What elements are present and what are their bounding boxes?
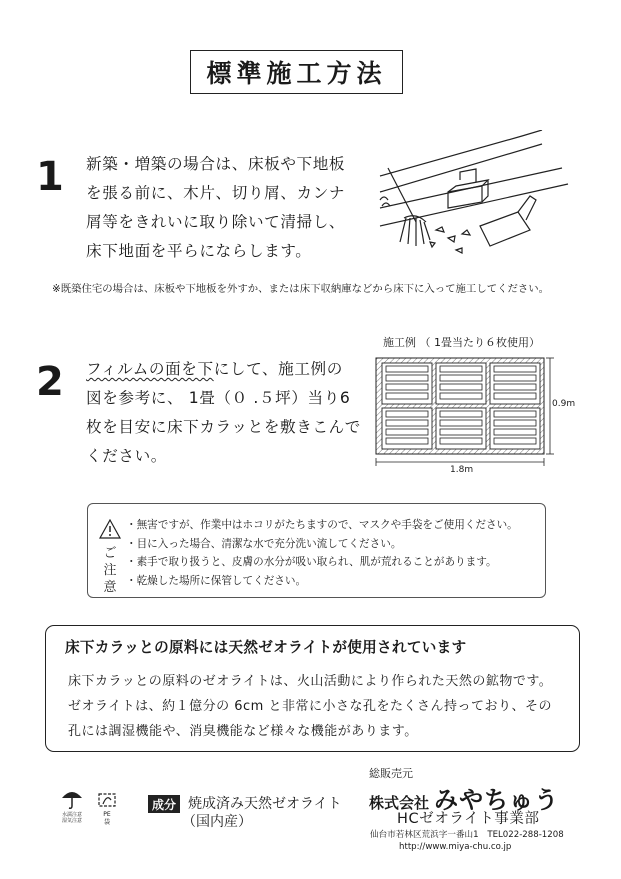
step-2-number: 2 [36, 359, 64, 405]
step-1-line: 床下地面を平らにならします。 [86, 242, 312, 260]
website-url: http://www.miya-chu.co.jp [399, 842, 512, 852]
company-prefix: 株式会社 [369, 794, 430, 812]
caution-item: ・素手で取り扱うと、皮膚の水分が吸い取られ、肌が荒れることがあります。 [126, 556, 497, 569]
step-2-line-1 [86, 355, 386, 384]
caution-label-char: ご [103, 546, 117, 561]
info-body [68, 669, 552, 744]
ingredient-line-1: 焼成済み天然ゼオライト [188, 796, 342, 812]
caution-item: ・無害ですが、作業中はホコリがたちますので、マスクや手袋をご使用ください。 [126, 519, 518, 531]
caution-item: ・目に入った場合、清潔な水で充分洗い流してください。 [126, 537, 402, 550]
umbrella-label-line: 水濡注意 [61, 812, 82, 818]
caution-label-char: 意 [103, 580, 117, 595]
step-2-line: 枚を目安に床下カラッとを敷きこんで [86, 418, 361, 436]
info-line: ゼオライトは、約１億分の 6cm と非常に小さな孔をたくさん持っており、その [68, 699, 552, 714]
address: 仙台市若林区荒浜字一番山1 [370, 830, 479, 840]
pe-icon-label [96, 811, 118, 827]
info-title: 床下カラッとの原料には天然ゼオライトが使用されています [65, 639, 467, 656]
pe-recycle-icon [96, 790, 118, 810]
company-name: みやちゅう [434, 786, 560, 814]
seller-label: 総販売元 [369, 767, 413, 780]
caution-list [126, 516, 518, 590]
step-1-line: 新築・増築の場合は、床板や下地板 [86, 155, 346, 173]
umbrella-icon [60, 786, 84, 810]
caution-item: ・乾燥した場所に保管してください。 [126, 574, 307, 587]
step-2-text [86, 355, 386, 471]
caution-box [87, 503, 546, 598]
info-line: 床下カラッとの原料のゼオライトは、火山活動により作られた天然の鉱物です。 [68, 674, 553, 689]
step-1-number: 1 [36, 154, 64, 200]
umbrella-icon-label [56, 812, 88, 824]
phone: TEL022-288-1208 [487, 830, 564, 840]
cleaning-illustration-icon [372, 130, 572, 260]
caution-label [101, 545, 119, 596]
caution-triangle-icon [99, 519, 121, 539]
pe-label-line: 袋 [103, 819, 110, 826]
dimension-width-label: 1.8m [450, 465, 474, 475]
info-line: 孔には調湿機能や、消臭機能など様々な機能があります。 [68, 724, 418, 739]
division-name: HCゼオライト事業部 [397, 811, 540, 827]
ingredient-line-2: （国内産） [182, 814, 252, 830]
film-side-down-emphasis: フィルムの面を下 [86, 360, 214, 378]
address-line [370, 828, 564, 840]
page-title: 標準施工方法 [190, 50, 403, 94]
installation-diagram [370, 354, 572, 476]
step-2-line: ください。 [86, 447, 167, 465]
existing-house-note: ※既築住宅の場合は、床板や下地板を外すか、または床下収納庫などから床下に入って施工してください。 [52, 283, 550, 295]
step-1-line: 屑等をきれいに取り除いて清掃し、 [86, 213, 346, 231]
step-2-line-1-rest: にして、施工例の [213, 360, 343, 378]
step-1-line: を張る前に、木片、切り屑、カンナ [86, 184, 346, 202]
diagram-caption: 施工例 （ 1畳当たり６枚使用） [383, 336, 540, 349]
step-1-text [86, 150, 386, 266]
pe-label-line: PE [103, 811, 111, 818]
step-2-line: 図を参考に、 1畳（０ .５坪）当り6 [86, 389, 351, 407]
umbrella-label-line: 湿気注意 [61, 818, 82, 824]
ingredient-badge: 成分 [148, 795, 180, 813]
dimension-height-label: 0.9m [552, 399, 576, 409]
zeolite-info-box [45, 625, 580, 752]
caution-label-char: 注 [103, 563, 117, 578]
